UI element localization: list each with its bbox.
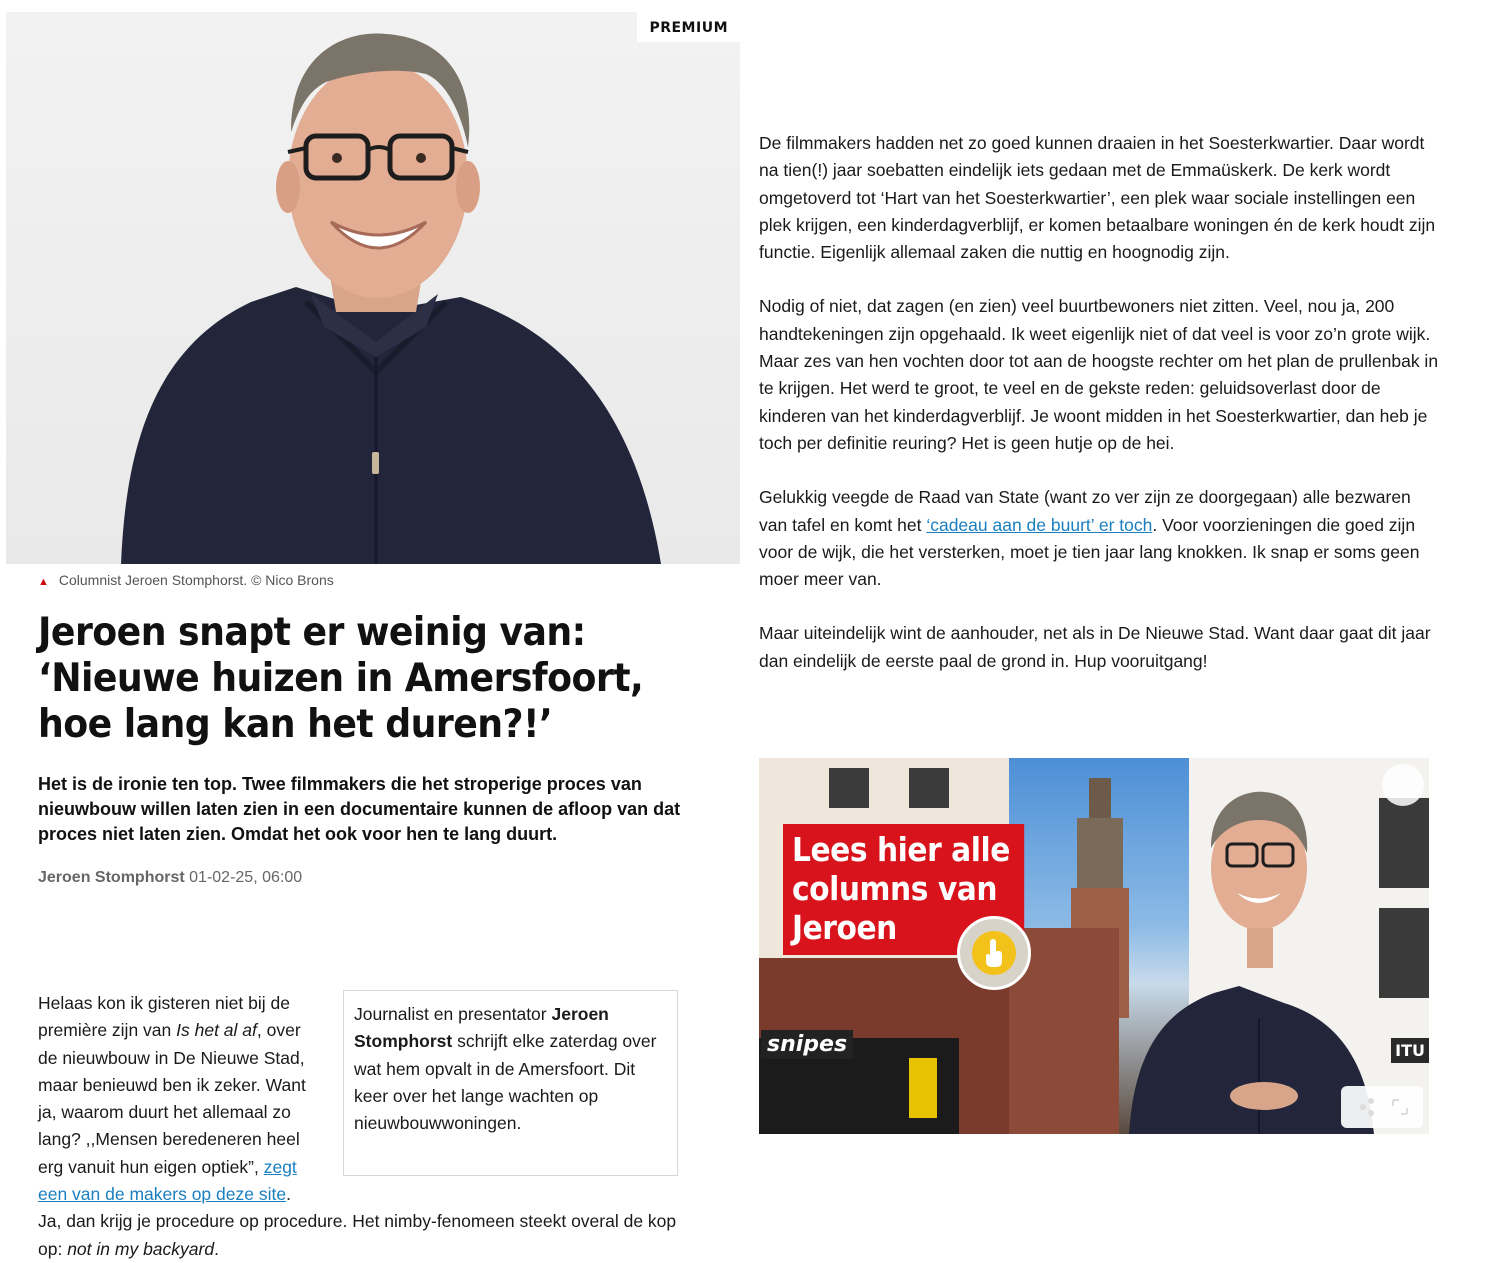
paragraph-2: De filmmakers hadden net zo goed kunnen draaien in het Soesterkwartier. Daar wordt na tien(!) jaar soebatten eindelijk iets gedaan met de Emmaüskerk. De kerk wordt omgetoverd tot ‘Hart van het Soesterkwartier’, een plek waar sociale instellingen een plek krijgen, een kinderdagverblijf, er komen betaalbare woningen én de kerk houdt zijn functie. Eigenlijk allemaal zaken die nuttig en hoognodig zijn. (759, 133, 1436, 263)
makers-site-link[interactable]: zegt een van de makers op deze site (38, 1156, 297, 1205)
byline (38, 869, 302, 887)
body-left-column (38, 990, 678, 1263)
para1-text-2: , over de nieuwbouw in De Nieuwe Stad, maar benieuwd ben ik zeker. Want ja, waarom duurt het allemaal zo lang? ,,Mensen beredeneren heel erg vanuit hun eigen optiek”, (38, 1020, 306, 1177)
photo-caption (38, 572, 334, 588)
share-icon[interactable] (1360, 1098, 1374, 1116)
infobox-suffix: schrijft elke zaterdag over wat hem opvalt in de Amersfoort. Dit keer over het lange wachten op nieuwbouwwoningen. (354, 1031, 657, 1134)
fullscreen-icon[interactable] (1393, 1100, 1407, 1114)
body-right-column (759, 130, 1439, 702)
byline-date: 01-02-25, 06:00 (189, 869, 303, 886)
share-fullscreen-controls[interactable] (1341, 1086, 1423, 1128)
author-infobox (343, 990, 678, 1176)
promo-title[interactable]: Lees hier alle columns van Jeroen (783, 824, 1024, 955)
partial-sign: ITU (1391, 1038, 1429, 1063)
byline-author[interactable]: Jeroen Stomphorst (38, 869, 185, 886)
infobox-name: Jeroen Stomphorst (354, 1004, 609, 1052)
para1-text-4: . (214, 1238, 219, 1259)
para4-text-2: . Voor voorzieningen die goed zijn voor de wijk, die het versterken, moet je tien jaar lang knokken. Ik snap er soms geen moer meer van. (759, 514, 1420, 590)
premium-badge: PREMIUM (637, 12, 740, 42)
paragraph-4 (759, 484, 1439, 593)
cadeau-link[interactable]: ‘cadeau aan de buurt’ er toch (926, 514, 1153, 535)
para4-text-1: Gelukkig veegde de Raad van State (want zo ver zijn ze doorgegaan) alle bezwaren van tafel en komt het (759, 487, 1411, 535)
para1-text-1: Helaas kon ik gisteren niet bij de première zijn van (38, 993, 290, 1041)
article-intro: Het is de ironie ten top. Twee filmmakers die het stroperige proces van nieuwbouw willen laten zien in een documentaire kunnen de afloop van dat proces niet laten zien. Omdat het ook voor hen te lang duurt. (38, 774, 681, 844)
caption-triangle-icon: ▲ (38, 576, 49, 588)
paragraph-5: Maar uiteindelijk wint de aanhouder, net als in De Nieuwe Stad. Want daar gaat dit jaar dan eindelijk de eerste paal de grond in. Hup vooruitgang! (759, 623, 1431, 671)
tap-button[interactable] (957, 916, 1031, 990)
hero-photo (6, 12, 740, 564)
article-headline: Jeroen snapt er weinig van: ‘Nieuwe huizen in Amersfoort, hoe lang kan het duren?!’ (38, 610, 644, 747)
columns-promo-banner[interactable] (759, 758, 1429, 1134)
caption-text: Columnist Jeroen Stomphorst. © Nico Brons (58, 572, 334, 588)
para1-text-3: . Ja, dan krijg je procedure op procedure. Het nimby-fenomeen steekt overal de kop op: (38, 1184, 677, 1259)
paragraph-3: Nodig of niet, dat zagen (en zien) veel buurtbewoners niet zitten. Veel, nou ja, 200 handtekeningen zijn opgehaald. Ik weet eigenlijk niet of dat veel is voor zo’n grote wijk. Maar zes van hen vochten door tot aan de hoogste rechter om het plan de prullenbak in te krijgen. Het werd te groot, te veel en de gekste reden: geluidsoverlast door de kinderen van het kinderdagverblijf. Je woont midden in het Soesterkwartier, dan heb je toch per definitie reuring? Het is geen hutje op de hei. (759, 296, 1439, 453)
touch-icon[interactable] (1382, 764, 1424, 806)
infobox-prefix: Journalist en presentator (354, 1004, 552, 1024)
film-title: Is het al af (176, 1020, 257, 1041)
shop-sign: snipes (761, 1030, 853, 1059)
nimby-phrase: not in my backyard (67, 1238, 215, 1259)
columnist-portrait (6, 12, 740, 564)
tap-hand-icon (972, 931, 1016, 975)
